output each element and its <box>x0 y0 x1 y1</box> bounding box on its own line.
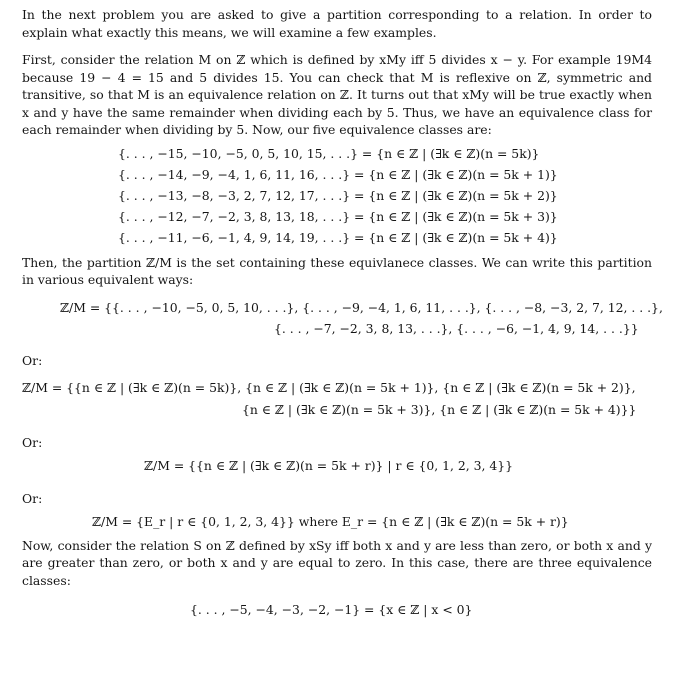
equivalence-classes-block <box>118 143 652 248</box>
partition-2-line-2: {n ∈ ℤ | (∃k ∈ ℤ)(n = 5k + 3)}, {n ∈ ℤ | (∃k ∈ ℤ)(n = 5k + 4)}} <box>242 401 637 417</box>
partition-listing-1 <box>60 297 663 339</box>
or-label-1: Or: <box>22 352 43 368</box>
or-label-3: Or: <box>22 490 43 506</box>
equivalence-class-0: {. . . , −15, −10, −5, 0, 5, 10, 15, . . .} = {n ∈ ℤ | (∃k ∈ ℤ)(n = 5k)} <box>118 145 540 161</box>
partition-intro-paragraph: Then, the partition ℤ/M is the set containing these equivlanece classes. We can write this partition in various equivalent ways: <box>22 254 652 287</box>
relation-m-paragraph: First, consider the relation M on ℤ which is defined by xMy iff 5 divides x − y. For example 19M4 because 19 − 4 = 15 and 5 divides 15. You can check that M is reflexive on ℤ, symmetric and transitive, so that M is an equivalence relation on ℤ. It turns out that xMy will be true exactly when x and y have the same remainder when dividing each by 5. Thus, we have an equivalence class for each remainder when dividing by 5. Now, our five equivalence classes are: <box>22 52 652 137</box>
intro-paragraph: In the next problem you are asked to give a partition corresponding to a relation. In order to explain what exactly this means, we will examine a few examples. <box>22 7 652 40</box>
relation-s-paragraph: Now, consider the relation S on ℤ defined by xSy iff both x and y are less than zero, or both x and y are greater than zero, or both x and y are equal to zero. In this case, there are three equivalence classes: <box>22 537 652 588</box>
partition-1-line-2: {. . . , −7, −2, 3, 8, 13, . . .}, {. . . , −6, −1, 4, 9, 14, . . .}} <box>274 320 639 336</box>
partition-listing-4: ℤ/M = {E_r | r ∈ {0, 1, 2, 3, 4}} where E_r = {n ∈ ℤ | (∃k ∈ ℤ)(n = 5k + r)} <box>92 513 569 529</box>
equivalence-class-4: {. . . , −11, −6, −1, 4, 9, 14, 19, . . .} = {n ∈ ℤ | (∃k ∈ ℤ)(n = 5k + 4)} <box>118 229 558 245</box>
equivalence-class-3: {. . . , −12, −7, −2, 3, 8, 13, 18, . . .} = {n ∈ ℤ | (∃k ∈ ℤ)(n = 5k + 3)} <box>118 208 558 224</box>
equivalence-class-1: {. . . , −14, −9, −4, 1, 6, 11, 16, . . .} = {n ∈ ℤ | (∃k ∈ ℤ)(n = 5k + 1)} <box>118 166 558 182</box>
document-page <box>22 6 663 621</box>
partition-listing-3: ℤ/M = {{n ∈ ℤ | (∃k ∈ ℤ)(n = 5k + r)} | r ∈ {0, 1, 2, 3, 4}} <box>144 457 514 473</box>
partition-listing-2 <box>22 377 652 421</box>
equivalence-class-2: {. . . , −13, −8, −3, 2, 7, 12, 17, . . .} = {n ∈ ℤ | (∃k ∈ ℤ)(n = 5k + 2)} <box>118 187 558 203</box>
or-label-2: Or: <box>22 434 43 450</box>
partition-2-line-1: ℤ/M = {{n ∈ ℤ | (∃k ∈ ℤ)(n = 5k)}, {n ∈ ℤ | (∃k ∈ ℤ)(n = 5k + 1)}, {n ∈ ℤ | (∃k ∈ ℤ)(n = 5k + 2)}, <box>22 379 636 395</box>
partition-1-line-1: ℤ/M = {{. . . , −10, −5, 0, 5, 10, . . .}, {. . . , −9, −4, 1, 6, 11, . . .}, {. . . , −8, −3, 2, 7, 12, . . .}, <box>60 299 663 315</box>
negative-class-equation: {. . . , −5, −4, −3, −2, −1} = {x ∈ ℤ | x < 0} <box>190 602 473 617</box>
